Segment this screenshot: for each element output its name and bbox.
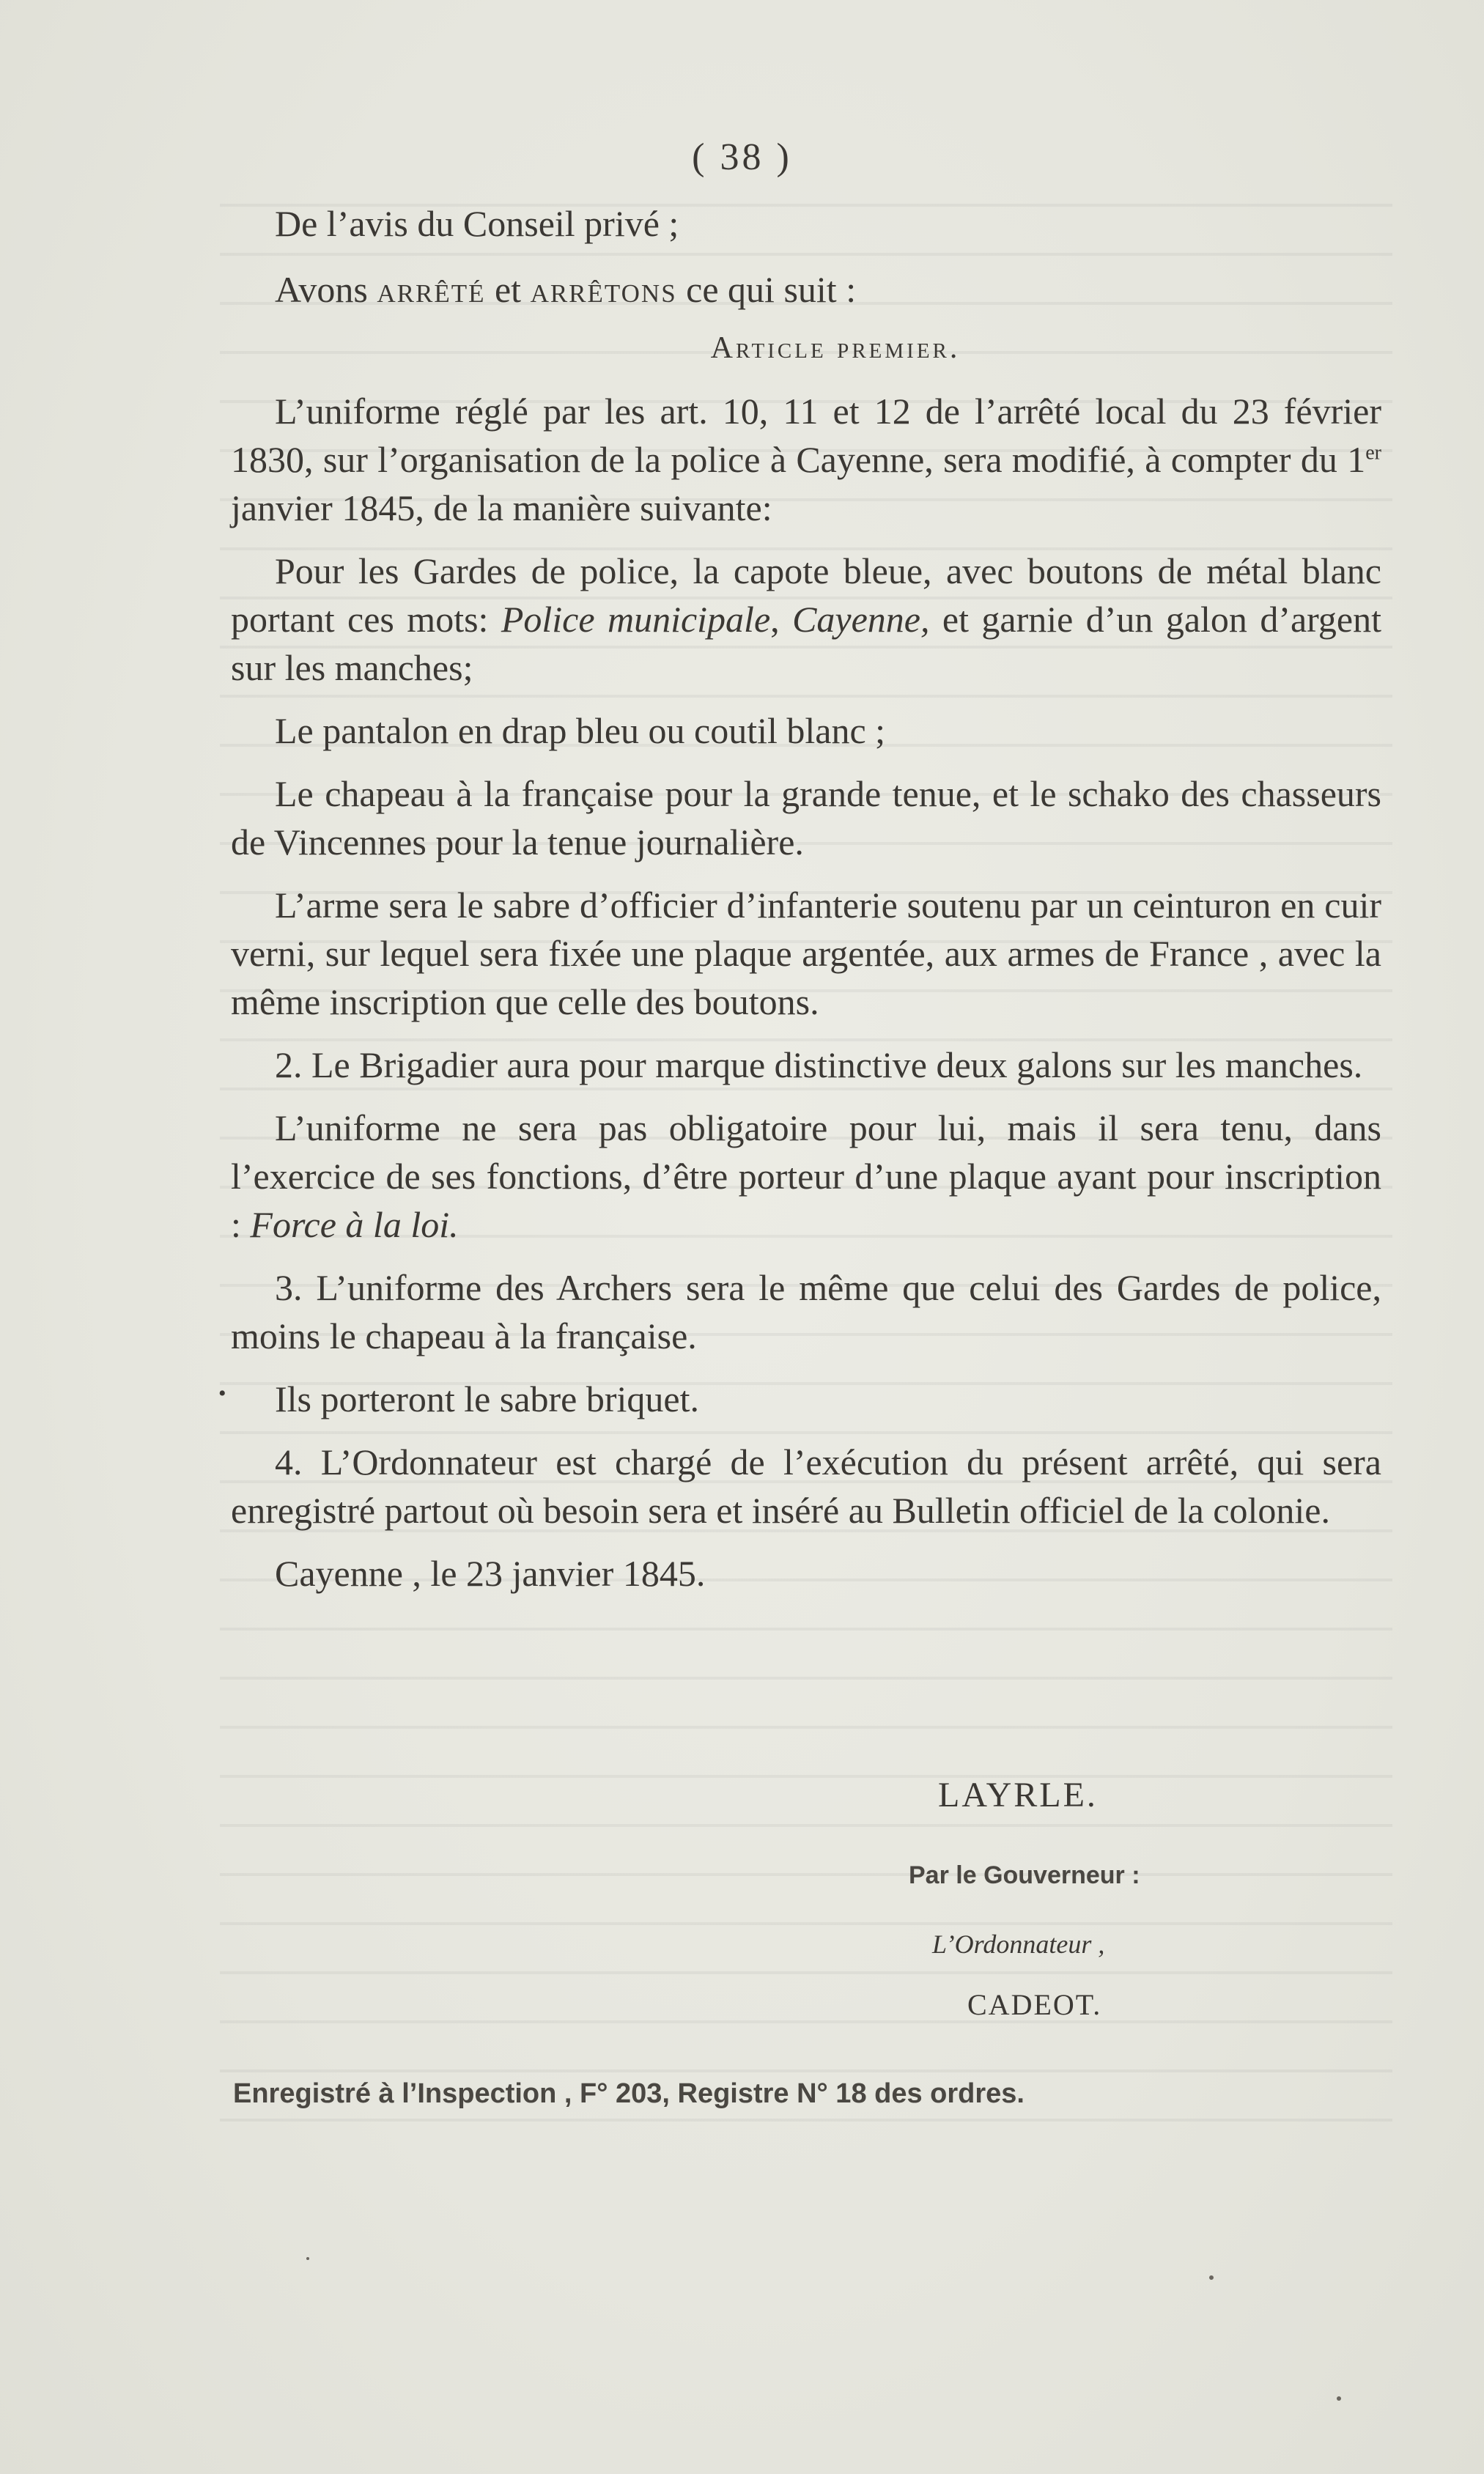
paragraph-7-em: Force à la loi. — [250, 1204, 459, 1245]
paragraph-1-sup: er — [1365, 441, 1381, 465]
margin-bullet-mark: • — [218, 1381, 226, 1406]
paragraph-8: 3. L’uniforme des Archers sera le même que celui des Gardes de police, moins le chapeau à la française. — [231, 1267, 1381, 1356]
paragraph-1-end: janvier 1845, de la manière suivante: — [231, 487, 772, 528]
paragraph-9: Ils porteront le sabre briquet. — [275, 1378, 699, 1419]
paragraph-10: 4. L’Ordonnateur est chargé de l’exécution du présent arrêté, qui sera enregistré partout où besoin sera et inséré au Bulletin officiel de la colonie. — [231, 1441, 1381, 1531]
registration-footer: Enregistré à l’Inspection , F° 203, Registre N° 18 des ordres. — [233, 2078, 1025, 2109]
paragraph-2-em1: Police municipale — [501, 599, 771, 640]
paragraph-5: L’arme sera le sabre d’officier d’infanterie soutenu par un ceinturon en cuir verni, sur lequel sera fixée une plaque argentée, aux armes de France , avec la même inscription que celle des boutons. — [231, 885, 1381, 1022]
document-body — [231, 199, 1381, 1598]
signer-name: LAYRLE. — [938, 1776, 1098, 1814]
paragraph-1 — [231, 387, 1381, 532]
page-number: ( 38 ) — [692, 136, 792, 178]
avis-line: De l’avis du Conseil privé ; — [275, 203, 679, 244]
paper-speck — [306, 2257, 309, 2260]
avons-prefix: Avons — [275, 269, 377, 310]
paper-speck — [1337, 2396, 1341, 2401]
paragraph-6: 2. Le Brigadier aura pour marque distinctive deux galons sur les manches. — [275, 1044, 1363, 1085]
paragraph-2 — [231, 547, 1381, 692]
par-le-gouverneur: Par le Gouverneur : — [909, 1861, 1140, 1889]
avons-arretons: arrêtons — [530, 269, 677, 310]
paragraph-11: Cayenne , le 23 janvier 1845. — [275, 1553, 706, 1594]
paper-speck — [1209, 2275, 1214, 2280]
paragraph-3: Le pantalon en drap bleu ou coutil blanc ; — [275, 710, 886, 751]
paragraph-4: Le chapeau à la française pour la grande tenue, et le schako des chasseurs de Vincennes pour la tenue journalière. — [231, 773, 1381, 863]
article-title: Article premier. — [710, 331, 961, 365]
paragraph-7 — [231, 1104, 1381, 1249]
avons-suffix: ce qui suit : — [676, 269, 857, 310]
avons-arrete: arrêté — [377, 269, 486, 310]
paragraph-2-end: et garnie d’un galon d’argent sur les manches; — [231, 599, 1381, 688]
paragraph-7-start: L’uniforme ne sera pas obligatoire pour lui, mais il sera tenu, dans l’exercice de ses fonctions, d’être porteur d’une plaque ayant pour inscription : — [231, 1107, 1381, 1245]
cadeot-name: CADEOT. — [967, 1988, 1102, 2021]
paragraph-1-text: L’uniforme réglé par les art. 10, 11 et 12 de l’arrêté local du 23 février 1830, sur l’organisation de la police à Cayenne, sera modifié, à compter du 1 — [231, 391, 1381, 480]
avons-et: et — [485, 269, 531, 310]
ordonnateur-title: L’Ordonnateur , — [932, 1930, 1105, 1959]
avons-line — [231, 265, 1381, 314]
paragraph-2-mid: , — [770, 599, 793, 640]
paragraph-2-start: Pour les Gardes de police, la capote bleue, avec boutons de métal blanc portant ces mots: — [231, 550, 1381, 640]
paragraph-2-em2: Cayenne, — [792, 599, 930, 640]
